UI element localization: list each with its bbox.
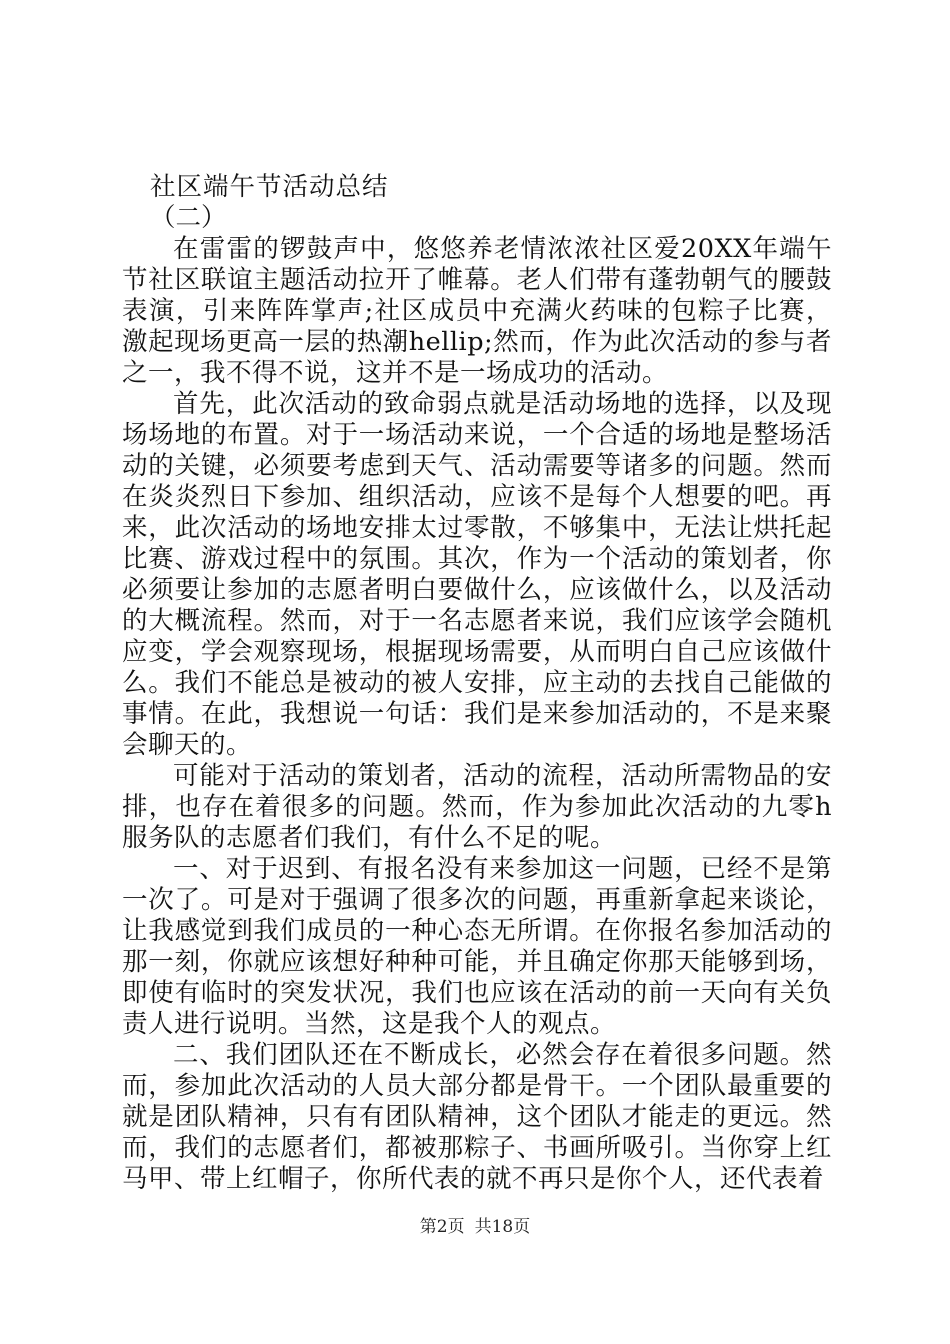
page-footer	[0, 1212, 950, 1237]
page-total: 共18页	[474, 1217, 531, 1237]
paragraph-opening: 在雷雷的锣鼓声中，悠悠养老情浓浓社区爱20XX年端午节社区联谊主题活动拉开了帷幕。老人们带有蓬勃朝气的腰鼓表演，引来阵阵掌声;社区成员中充满火药味的包粽子比赛，激起现场更高一层的热潮hellip;然而，作为此次活动的参与者之一，我不得不说，这并不是一场成功的活动。	[122, 234, 832, 388]
document-title: 社区端午节活动总结	[150, 172, 389, 202]
paragraph-planning-problems: 可能对于活动的策划者，活动的流程，活动所需物品的安排，也存在着很多的问题。然而，作为参加此次活动的九零h服务队的志愿者们我们，有什么不足的呢。	[122, 761, 832, 853]
document-body	[122, 172, 832, 1195]
paragraph-point-two: 二、我们团队还在不断成长，必然会存在着很多问题。然而，参加此次活动的人员大部分都是骨干。一个团队最重要的就是团队精神，只有有团队精神，这个团队才能走的更远。然而，我们的志愿者们，都被那粽子、书画所吸引。当你穿上红马甲、带上红帽子，你所代表的就不再只是你个人，还代表着	[122, 1040, 832, 1194]
paragraph-point-one: 一、对于迟到、有报名没有来参加这一问题，已经不是第一次了。可是对于强调了很多次的问题，再重新拿起来谈论，让我感觉到我们成员的一种心态无所谓。在你报名参加活动的那一刻，你就应该想好种种可能，并且确定你那天能够到场，即使有临时的突发状况，我们也应该在活动的前一天向有关负责人进行说明。当然，这是我个人的观点。	[122, 854, 832, 1039]
paragraph-venue-problems: 首先，此次活动的致命弱点就是活动场地的选择，以及现场场地的布置。对于一场活动来说，一个合适的场地是整场活动的关键，必须要考虑到天气、活动需要等诸多的问题。然而在炎炎烈日下参加、组织活动，应该不是每个人想要的吧。再来，此次活动的场地安排太过零散，不够集中，无法让烘托起比赛、游戏过程中的氛围。其次，作为一个活动的策划者，你必须要让参加的志愿者明白要做什么，应该做什么，以及活动的大概流程。然而，对于一名志愿者来说，我们应该学会随机应变，学会观察现场，根据现场需要，从而明白自己应该做什么。我们不能总是被动的被人安排，应主动的去找自己能做的事情。在此，我想说一句话：我们是来参加活动的，不是来聚会聊天的。	[122, 389, 832, 760]
page-number: 第2页	[419, 1217, 465, 1237]
document-subtitle: （二）	[150, 203, 227, 233]
